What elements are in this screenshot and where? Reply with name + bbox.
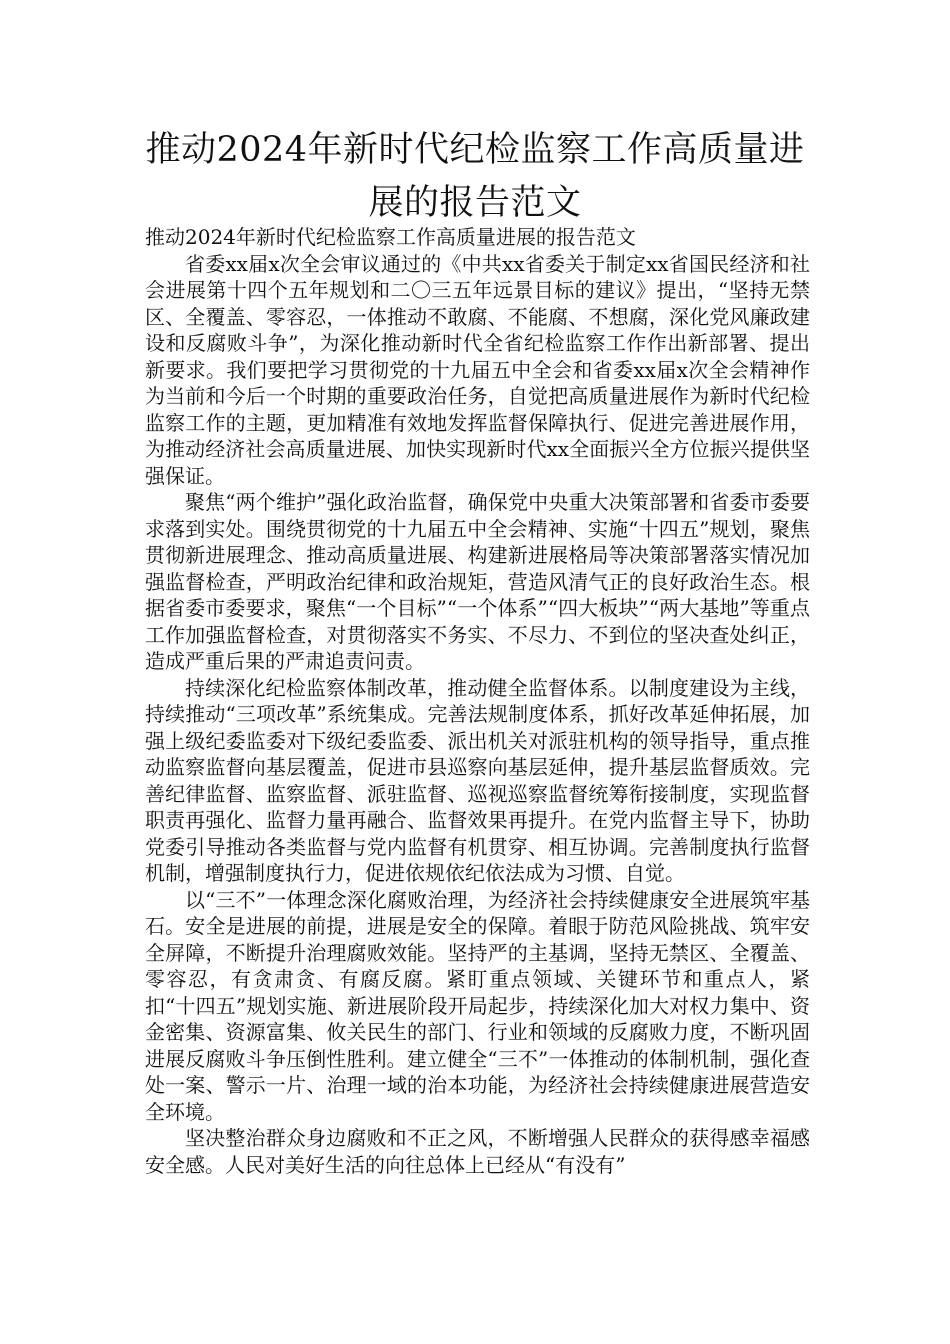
document-title: 推动2024年新时代纪检监察工作高质量进展的报告范文 — [145, 130, 805, 223]
document-body — [145, 224, 810, 1178]
paragraph-system-reform: 持续深化纪检监察体制改革，推动健全监督体系。以制度建设为主线，持续推动“三项改革”系统集成。完善法规制度体系，抓好改革延伸拓展，加强上级纪委监委对下级纪委监委、派出机关对派驻机构的领导指导，重点推动监察监督向基层覆盖，促进市县巡察向基层延伸，提升基层监督质效。完善纪律监督、监察监督、派驻监督、巡视巡察监督统筹衔接制度，实现监督职责再强化、监督力量再融合、监督效果再提升。在党内监督主导下，协助党委引导推动各类监督与党内监督有机贯穿、相互协调。完善制度执行监督机制，增强制度执行力，促进依规依纪依法成为习惯、自觉。 — [145, 675, 810, 885]
paragraph-grassroots-rectification: 坚决整治群众身边腐败和不正之风，不断增强人民群众的获得感幸福感安全感。人民对美好生活的向往总体上已经从“有没有” — [145, 1126, 810, 1177]
paragraph-corruption-governance: 以“三不”一体理念深化腐败治理，为经济社会持续健康安全进展筑牢基石。安全是进展的前提，进展是安全的保障。着眼于防范风险挑战、筑牢安全屏障，不断提升治理腐败效能。坚持严的主基调，坚持无禁区、全覆盖、零容忍，有贪肃贪、有腐反腐。紧盯重点领域、关键环节和重点人，紧扣“十四五”规划实施、新进展阶段开局起步，持续深化加大对权力集中、资金密集、资源富集、攸关民生的部门、行业和领域的反腐败力度，不断巩固进展反腐败斗争压倒性胜利。建立健全“三不”一体推动的体制机制，强化查处一案、警示一片、治理一域的治本功能，为经济社会持续健康进展营造安全环境。 — [145, 887, 810, 1124]
document-subtitle: 推动2024年新时代纪检监察工作高质量进展的报告范文 — [145, 225, 636, 249]
paragraph-political-supervision: 聚焦“两个维护”强化政治监督，确保党中央重大决策部署和省委市委要求落到实处。围绕贯彻党的十九届五中全会精神、实施“十四五”规划，聚焦贯彻新进展理念、推动高质量进展、构建新进展格局等决策部署落实情况加强监督检查，严明政治纪律和政治规矩，营造风清气正的良好政治生态。根据省委市委要求，聚焦“一个目标”“一个体系”“四大板块”“两大基地”等重点工作加强监督检查，对贯彻落实不务实、不尽力、不到位的坚决查处纠正，造成严重后果的严肃追责问责。 — [145, 490, 810, 673]
paragraph-intro: 省委xx届x次全会审议通过的《中共xx省委关于制定xx省国民经济和社会进展第十四个五年规划和二〇三五年远景目标的建议》提出，“坚持无禁区、全覆盖、零容忍，一体推动不敢腐、不能腐、不想腐，深化党风廉政建设和反腐败斗争”，为深化推动新时代全省纪检监察工作作出新部署、提出新要求。我们要把学习贯彻党的十九届五中全会和省委xx届x次全会精神作为当前和今后一个时期的重要政治任务，自觉把高质量进展作为新时代纪检监察工作的主题，更加精准有效地发挥监督保障执行、促进完善进展作用，为推动经济社会高质量进展、加快实现新时代xx全面振兴全方位振兴提供坚强保证。 — [145, 251, 810, 488]
